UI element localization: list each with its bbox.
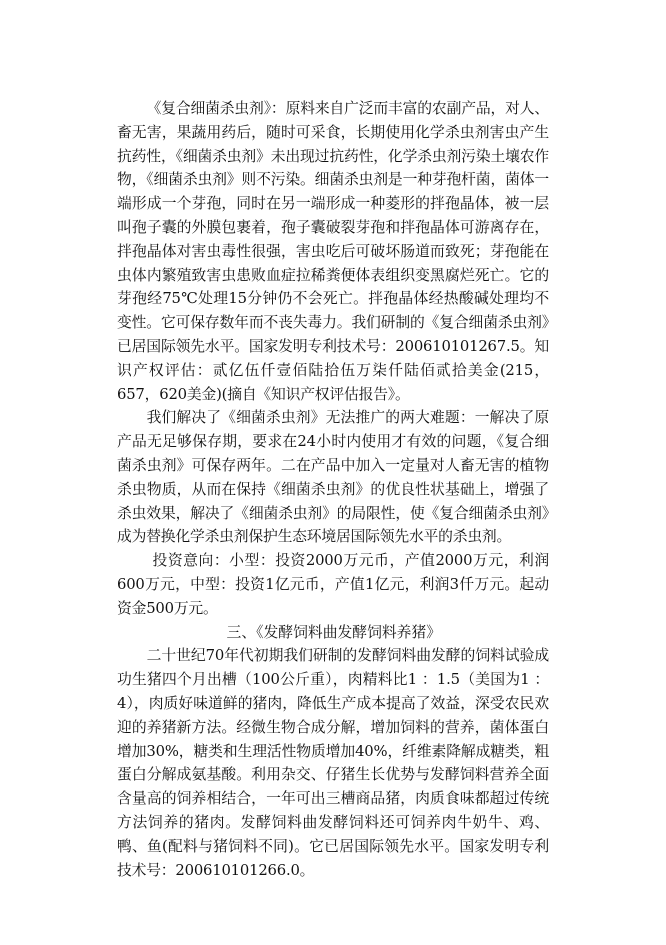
document-body (117, 97, 549, 882)
section-title: 三、《发酵饲料曲发酵饲料养猪》 (226, 623, 442, 641)
paragraph-investment-intent: 投资意向：小型：投资2000万元币，产值2000万元，利润600万元，中型：投资1亿元币，产值1亿元，利润3仟万元。起动资金500万元。 (117, 552, 549, 617)
paragraph-problems-solved: 我们解决了《细菌杀虫剂》无法推广的两大难题：一解决了原产品无足够保存期，要求在24小时内使用才有效的问题，《复合细菌杀虫剂》可保存两年。二在产品中加入一定量对人畜无害的植物杀虫物质，从而在保持《细菌杀虫剂》的优良性状基础上，增强了杀虫效果，解决了《细菌杀虫剂》的局限性，使《复合细菌杀虫剂》成为替换化学杀虫剂保护生态环境居国际领先水平的杀虫剂。 (117, 409, 549, 546)
paragraph-compound-bacterial-insecticide: 《复合细菌杀虫剂》：原料来自广泛而丰富的农副产品，对人、畜无害，果蔬用药后，随时可采食，长期使用化学杀虫剂害虫产生抗药性，《细菌杀虫剂》未出现过抗药性，化学杀虫剂污染土壤农作物，《细菌杀虫剂》则不污染。细菌杀虫剂是一种芽孢杆菌，菌体一端形成一个芽孢，同时在另一端形成一种菱形的拌孢晶体，被一层叫孢子囊的外膜包裹着，孢子囊破裂芽孢和拌孢晶体可游离存在，拌孢晶体对害虫毒性很强，害虫吃后可破坏肠道而致死；芽孢能在虫体内繁殖致害虫患败血症拉稀粪便体表组织变黑腐烂死亡。它的芽孢经75℃处理15分钟仍不会死亡。拌孢晶体经热酸碱处理均不变性。它可保存数年而不丧失毒力。我们研制的《复合细菌杀虫剂》已居国际领先水平。国家发明专利技术号：200610101267.5。知识产权评估：贰亿伍仟壹佰陆拾伍万柒仟陆佰贰拾美金(215，657，620美金)(摘自《知识产权评估报告》。 (117, 100, 549, 403)
paragraph-fermented-feed: 二十世纪70年代初期我们研制的发酵饲料曲发酵的饲料试验成功生猪四个月出槽（100公斤重），肉精料比1 ：1.5（美国为1 ：4），肉质好味道鲜的猪肉，降低生产成本提高了效益，深受农民欢迎的养猪新方法。经微生物合成分解，增加饲料的营养，菌体蛋白增加30%，糖类和生理活性物质增加40%，纤维素降解成糖类，粗蛋白分解成氨基酸。利用杂交、仔猪生长优势与发酵饲料营养全面含量高的饲养相结合，一年可出三槽商品猪，肉质食味都超过传统方法饲养的猪肉。发酵饲料曲发酵饲料还可饲养肉牛奶牛、鸡、鸭、鱼(配料与猪饲料不同)。它已居国际领先水平。国家发明专利技术号：200610101266.0。 (117, 647, 549, 879)
